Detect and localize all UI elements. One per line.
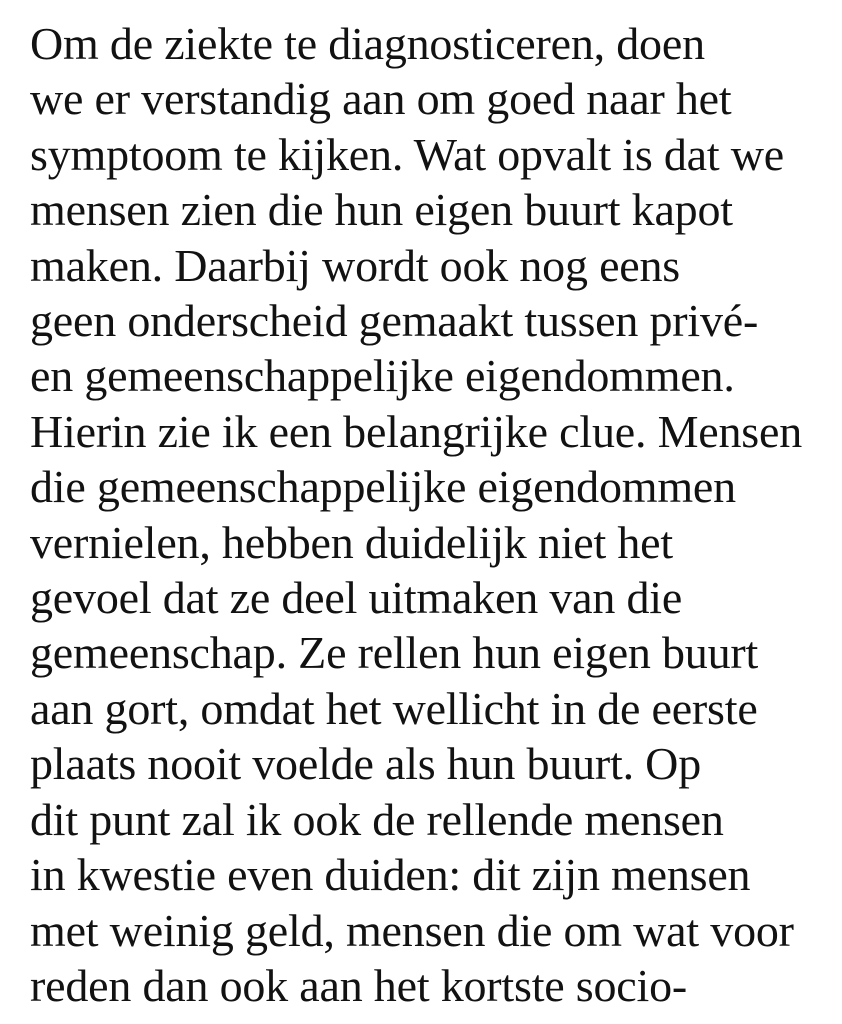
text-line: Om de ziekte te diagnosticeren, doen: [30, 18, 705, 69]
text-line: gevoel dat ze deel uitmaken van die: [30, 572, 683, 624]
text-line: en gemeenschappelijke eigendommen.: [30, 350, 735, 402]
text-line: dit punt zal ik ook de rellende mensen: [30, 793, 724, 845]
text-line: vernielen, hebben duidelijk niet het: [30, 516, 673, 568]
text-line: in kwestie even duiden: dit zijn mensen: [30, 849, 751, 901]
text-line: we er verstandig aan om goed naar het: [30, 73, 732, 125]
text-line: symptoom te kijken. Wat opvalt is dat we: [30, 128, 785, 180]
text-line: gemeenschap. Ze rellen hun eigen buurt: [30, 627, 759, 679]
text-line: die gemeenschappelijke eigendommen: [30, 461, 736, 513]
text-line: aan gort, omdat het wellicht in de eerste: [30, 682, 758, 734]
text-line: mensen zien die hun eigen buurt kapot: [30, 184, 733, 236]
text-line: reden dan ook aan het kortste socio-: [30, 959, 688, 1011]
text-line: plaats nooit voelde als hun buurt. Op: [30, 738, 701, 790]
paragraph-text-block: [30, 16, 832, 1013]
text-line: maken. Daarbij wordt ook nog eens: [30, 239, 681, 291]
text-line: met weinig geld, mensen die om wat voor: [30, 904, 794, 956]
text-line: geen onderscheid gemaakt tussen privé-: [30, 295, 759, 347]
text-line: Hierin zie ik een belangrijke clue. Mensen: [30, 405, 803, 457]
